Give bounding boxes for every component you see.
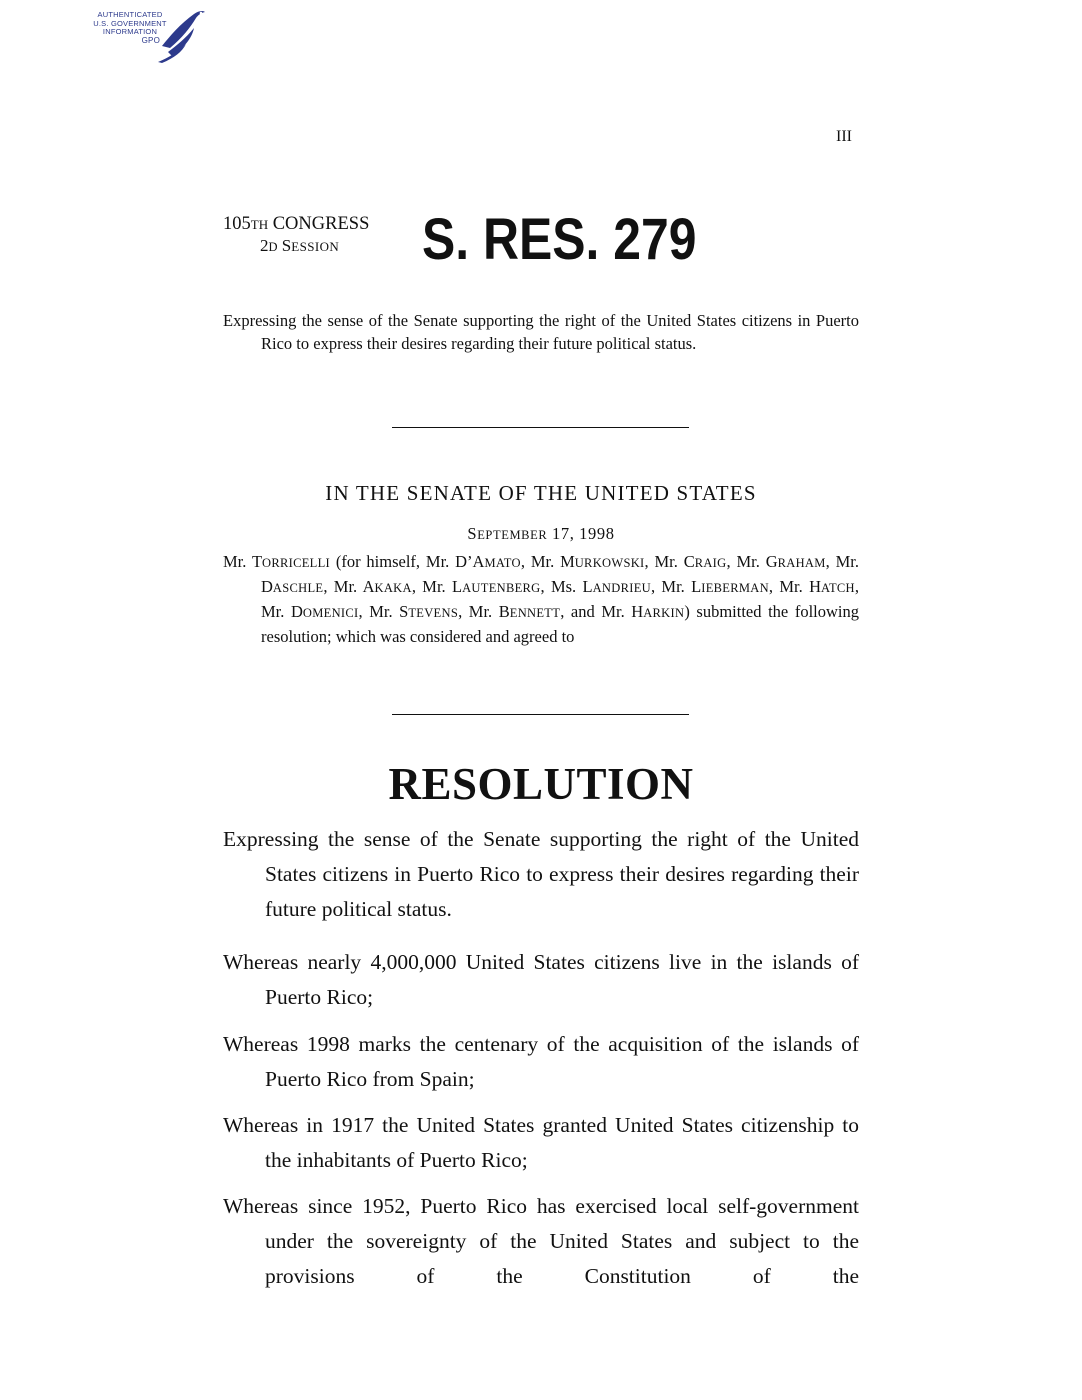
cosponsor-initial: L <box>582 577 593 596</box>
whereas-clause: Whereas 1998 marks the centenary of the acquisition of the islands of Puerto Rico from Spain; <box>223 1032 859 1091</box>
session-rest: ESSION <box>291 239 340 254</box>
cosponsor-name: IEBERMAN <box>701 581 769 595</box>
cosponsor-name: AUTENBERG <box>462 581 541 595</box>
whereas-clause: Whereas since 1952, Puerto Rico has exercised local self-government under the sovereignty of the United States and subject to the provisions of the Constitution of the <box>223 1194 859 1288</box>
cosponsor-initial: S <box>399 602 409 621</box>
senate-heading: IN THE SENATE OF THE UNITED STATES <box>325 481 757 505</box>
session-label <box>260 236 339 257</box>
cosponsor-name: ATCH <box>821 581 855 595</box>
eagle-icon <box>154 6 206 64</box>
gpo-authentication-logo <box>88 6 206 64</box>
gpo-logo-line: GPO <box>141 35 160 45</box>
short-title: Expressing the sense of the Senate supporting the right of the United States citizens in Puerto Rico to express their desires regarding their future political status. <box>223 311 859 353</box>
cosponsor-initial: B <box>498 602 510 621</box>
cosponsor-initial: D’A <box>455 552 485 571</box>
divider-rule <box>392 427 689 428</box>
cosponsor-initial: L <box>691 577 702 596</box>
sponsor-name: ORRICELLI <box>262 556 331 570</box>
gpo-logo-line: AUTHENTICATED <box>97 10 163 19</box>
cosponsor-name: URKOWSKI <box>574 556 645 570</box>
action-date-day-year: 17, 1998 <box>552 524 615 543</box>
cosponsor-initial: H <box>809 577 822 596</box>
action-date <box>223 524 859 544</box>
cosponsor-initial: D <box>290 602 303 621</box>
action-date-month-rest: EPTEMBER <box>477 528 548 542</box>
cosponsor-initial: D <box>261 577 273 596</box>
congress-ordinal: TH <box>250 217 269 232</box>
gpo-logo-line: U.S. GOVERNMENT <box>93 18 167 28</box>
action-date-month-initial: S <box>467 524 478 543</box>
official-title: Expressing the sense of the Senate supporting the right of the United States citizens in Puerto Rico to express their desires regarding their future political status. <box>223 827 859 921</box>
gpo-logo-line: INFORMATION <box>102 27 158 36</box>
cosponsor-initial: M <box>560 552 575 571</box>
whereas-clause: Whereas nearly 4,000,000 United States citizens live in the islands of Puerto Rico; <box>223 950 859 1009</box>
cosponsor-initial: C <box>683 552 695 571</box>
cosponsor-name: ANDRIEU <box>592 581 651 595</box>
cosponsor-name: KAKA <box>374 581 412 595</box>
cosponsor-name: RAIG <box>694 556 727 570</box>
document-type-heading: RESOLUTION <box>388 759 694 809</box>
sponsors-action-text: Mr. TORRICELLI (for himself, Mr. D’AMATO, Mr. MURKOWSKI, Mr. CRAIG, Mr. GRAHAM, Mr. DASCHLE, Mr. AKAKA, Mr. LAUTENBERG, Ms. LANDRIEU, Mr. LIEBERMAN, Mr. HATCH, Mr. DOMENICI, Mr. STEVENS, Mr. BENNETT, and Mr. HARKIN) submitted the following resolution; which was considered and agreed to <box>223 552 860 646</box>
action-closing-text: submitted the following resolution; which was considered and agreed to <box>261 602 859 646</box>
cosponsor-name: OMENICI <box>302 606 359 620</box>
cosponsor-name: ASCHLE <box>272 581 324 595</box>
page-number: III <box>836 128 852 145</box>
cosponsor-name: MATO <box>484 556 521 570</box>
whereas-clause: Whereas in 1917 the United States granted United States citizenship to the inhabitants of Puerto Rico; <box>223 1113 859 1172</box>
session-ordinal: D <box>268 240 278 254</box>
cosponsor-name: ARKIN <box>643 606 685 620</box>
sponsor-initial: T <box>251 552 263 571</box>
session-initial: S <box>281 236 292 255</box>
congress-label <box>223 213 369 236</box>
cosponsor-name: RAHAM <box>777 556 826 570</box>
cosponsor-initial: A <box>362 577 375 596</box>
session-number: 2 <box>260 236 269 255</box>
cosponsor-name: ENNETT <box>509 606 561 620</box>
cosponsor-name: TEVENS <box>408 606 459 620</box>
bill-number: S. RES. 279 <box>422 207 697 272</box>
cosponsor-initial: L <box>452 577 463 596</box>
cosponsor-initial: G <box>765 552 778 571</box>
congress-word: CONGRESS <box>272 214 370 234</box>
divider-rule <box>392 714 689 715</box>
cosponsor-initial: H <box>631 602 644 621</box>
congress-number: 105 <box>223 214 251 234</box>
